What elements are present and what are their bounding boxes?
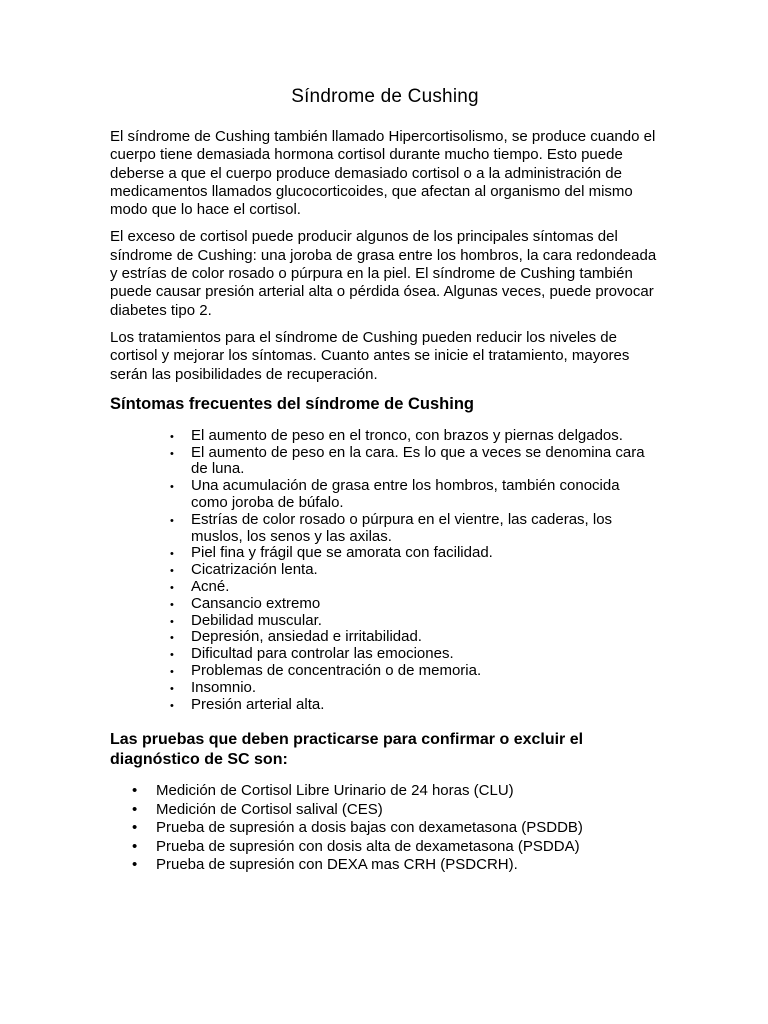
list-item-text: Cicatrización lenta.: [191, 561, 318, 579]
list-item: [110, 562, 660, 579]
bullet-icon: •: [170, 565, 174, 578]
list-item-text: Una acumulación de grasa entre los hombros, también conocida como joroba de búfalo.: [191, 477, 620, 512]
bullet-icon: •: [132, 837, 138, 855]
intro-paragraph: El síndrome de Cushing también llamado Hipercortisolismo, se produce cuando el cuerpo tiene demasiada hormona cortisol durante mucho tiempo. Esto puede deberse a que el cuerpo produce demasiado cortisol o a la administración de medicamentos llamados glucocorticoides, que afectan al organismo del mismo modo que lo hace el cortisol.: [110, 128, 656, 219]
bullet-icon: •: [132, 800, 138, 818]
list-item: [110, 629, 660, 646]
list-item-text: Medición de Cortisol salival (CES): [156, 800, 383, 818]
list-item: [110, 856, 660, 874]
list-item: [110, 697, 660, 714]
bullet-icon: •: [170, 682, 174, 695]
list-item-text: Piel fina y frágil que se amorata con facilidad.: [191, 544, 493, 562]
bullet-icon: •: [170, 548, 174, 561]
list-item-text: Prueba de supresión con DEXA mas CRH (PSDCRH).: [156, 856, 518, 874]
list-item: [110, 445, 660, 479]
list-item-text: El aumento de peso en la cara. Es lo que a veces se denomina cara de luna.: [191, 443, 645, 478]
bullet-icon: •: [170, 481, 174, 494]
bullet-icon: •: [170, 582, 174, 595]
bullet-icon: •: [170, 430, 174, 443]
list-item-text: Prueba de supresión con dosis alta de dexametasona (PSDDA): [156, 837, 580, 855]
tests-heading: Las pruebas que deben practicarse para confirmar o excluir el diagnóstico de SC son:: [110, 731, 584, 768]
bullet-icon: •: [132, 856, 138, 874]
bullet-icon: •: [132, 819, 138, 837]
list-item: [110, 801, 660, 819]
page-title: Síndrome de Cushing: [291, 86, 479, 107]
list-item: [110, 512, 660, 546]
test-list: [110, 782, 660, 874]
list-item: [110, 646, 660, 663]
treatment-paragraph: Los tratamientos para el síndrome de Cushing pueden reducir los niveles de cortisol y mejorar los síntomas. Cuanto antes se inicie el tratamiento, mayores serán las posibilidades de recuperación.: [110, 328, 630, 383]
list-item: [110, 545, 660, 562]
list-item-text: Prueba de supresión a dosis bajas con dexametasona (PSDDB): [156, 819, 583, 837]
symptoms-paragraph: El exceso de cortisol puede producir algunos de los principales síntomas del síndrome de Cushing: una joroba de grasa entre los hombros, la cara redondeada y estrías de color rosado o púrpura en la piel. El síndrome de Cushing también puede causar presión arterial alta o pérdida ósea. Algunas veces, puede provocar diabetes tipo 2.: [110, 228, 657, 319]
bullet-icon: •: [170, 699, 174, 712]
list-item: [110, 579, 660, 596]
list-item: [110, 478, 660, 512]
bullet-icon: •: [170, 649, 174, 662]
list-item: [110, 663, 660, 680]
bullet-icon: •: [170, 514, 174, 527]
list-item: [110, 428, 660, 445]
list-item-text: Medición de Cortisol Libre Urinario de 24 horas (CLU): [156, 782, 514, 800]
bullet-icon: •: [170, 615, 174, 628]
list-item: [110, 680, 660, 697]
bullet-icon: •: [170, 598, 174, 611]
symptom-list: [110, 428, 660, 714]
list-item-text: Estrías de color rosado o púrpura en el vientre, las caderas, los muslos, los senos y las axilas.: [191, 510, 613, 545]
list-item-text: Cansancio extremo: [191, 594, 321, 612]
list-item-text: Insomnio.: [191, 678, 257, 696]
list-item-text: Debilidad muscular.: [191, 611, 322, 629]
document-page: [110, 84, 660, 874]
list-item-text: Depresión, ansiedad e irritabilidad.: [191, 628, 422, 646]
bullet-icon: •: [170, 632, 174, 645]
list-item: [110, 838, 660, 856]
list-item-text: Problemas de concentración o de memoria.: [191, 662, 482, 680]
list-item: [110, 613, 660, 630]
list-item-text: El aumento de peso en el tronco, con brazos y piernas delgados.: [191, 426, 623, 444]
bullet-icon: •: [132, 782, 138, 800]
list-item: [110, 819, 660, 837]
symptoms-heading: Síntomas frecuentes del síndrome de Cushing: [110, 394, 474, 413]
bullet-icon: •: [170, 666, 174, 679]
list-item-text: Presión arterial alta.: [191, 695, 325, 713]
bullet-icon: •: [170, 447, 174, 460]
list-item-text: Acné.: [191, 578, 230, 596]
list-item-text: Dificultad para controlar las emociones.: [191, 645, 454, 663]
list-item: [110, 782, 660, 800]
list-item: [110, 596, 660, 613]
